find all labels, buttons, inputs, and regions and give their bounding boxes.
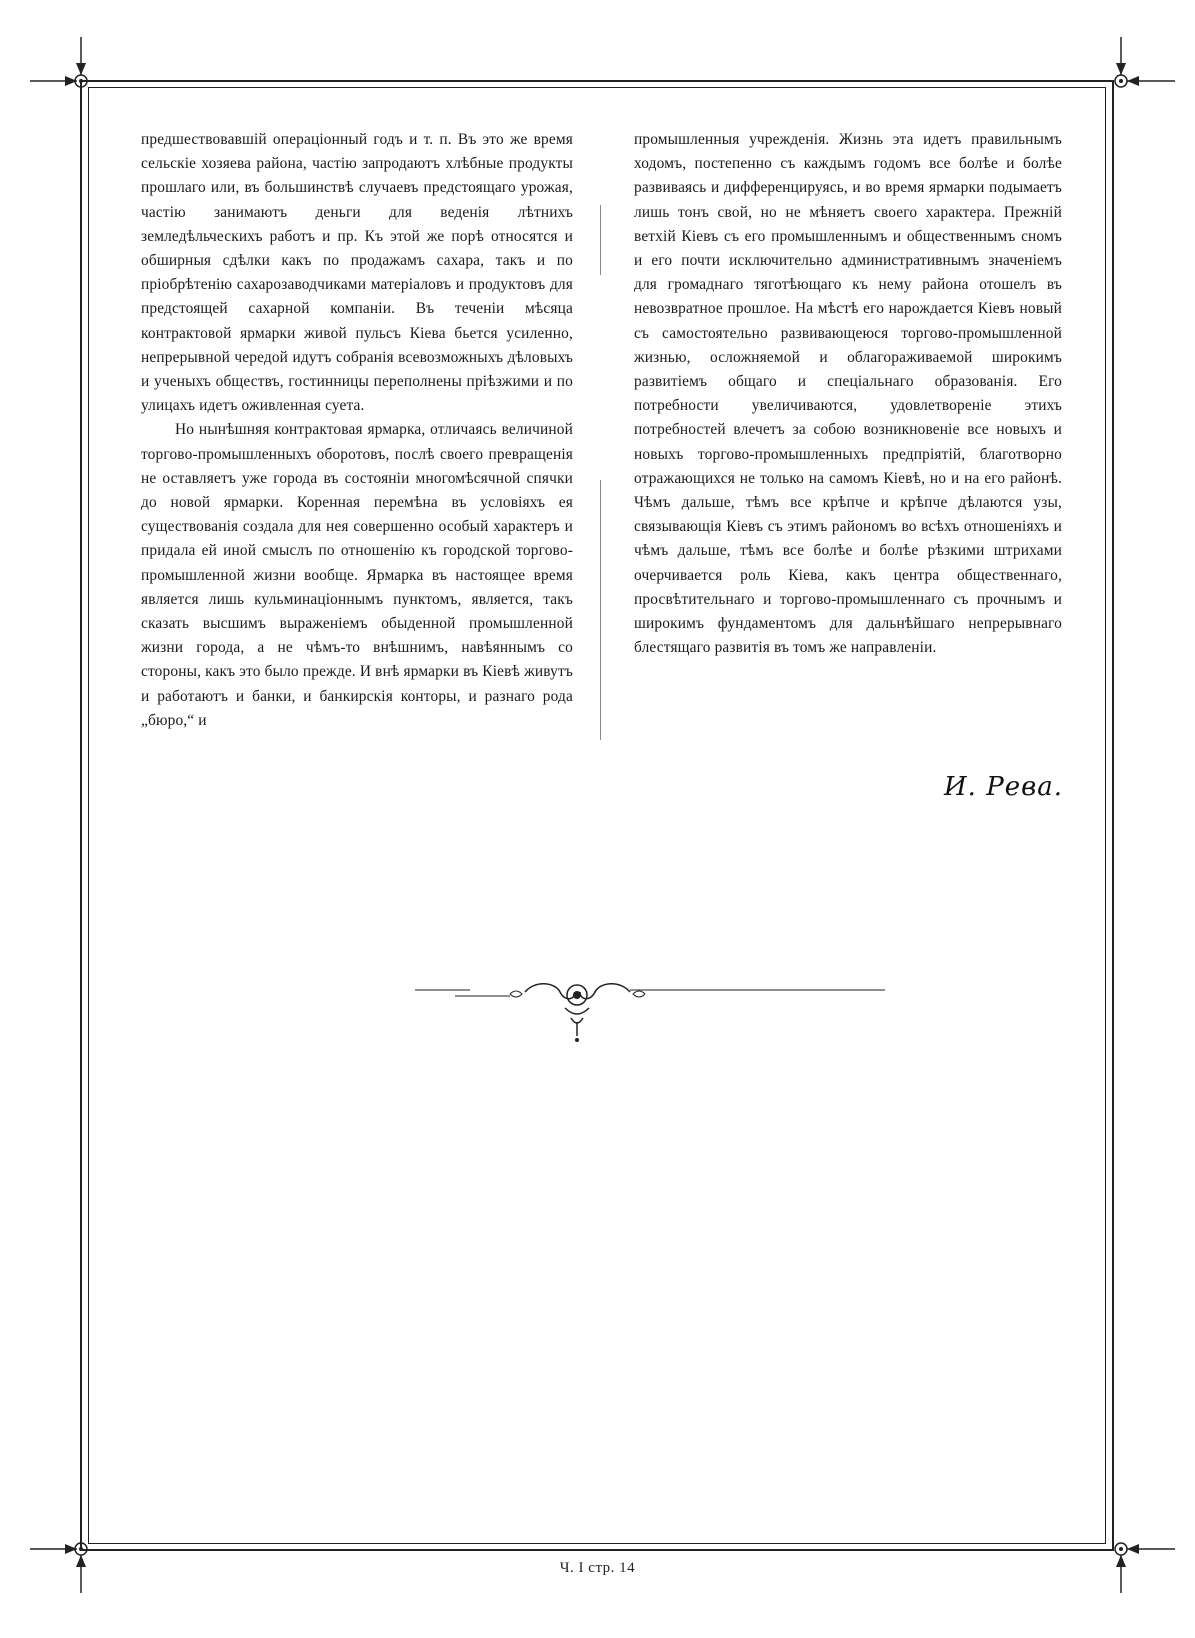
page-number-footer: Ч. I стр. 14 (559, 1560, 636, 1576)
author-signature: И. Рева. (944, 772, 1063, 802)
frame-inner-top (88, 87, 1106, 88)
text-column-left (141, 128, 573, 733)
frame-inner-bottom (88, 1543, 1106, 1544)
column-separator-mark (600, 480, 601, 740)
frame-outer-right (1112, 80, 1114, 1551)
flourish-ornament (415, 970, 885, 1060)
frame-outer-top (80, 80, 1114, 82)
frame-outer-bottom (80, 1549, 1114, 1551)
frame-inner-left (88, 87, 89, 1544)
corner-ornament-bottom-left (25, 1505, 145, 1595)
frame-outer-left (80, 80, 82, 1551)
column-separator-mark (600, 205, 601, 275)
paragraph: предшествовавшій операціонный годъ и т. п. Въ это же время сельскіе хозяева района, частію запродаютъ хлѣбные продукты прошлаго или, въ большинствѣ случаевъ предстоящаго урожая, частію занимаютъ деньги для веденія лѣтнихъ земледѣльческихъ работъ и пр. Къ этой же порѣ относятся и обширныя сдѣлки какъ по продажамъ сахара, такъ и по пріобрѣтенію сахарозаводчиками матеріаловъ и продуктовъ для предстоящей сахарной компаніи. Въ теченіи мѣсяца контрактовой ярмарки живой пульсъ Кіева бьется усиленно, непрерывной чередой идутъ собранія всевозможныхъ дѣловыхъ и ученыхъ обществъ, гостинницы переполнены пріѣзжими и по улицахъ идетъ оживленная суета. (141, 131, 573, 415)
corner-ornament-top-left (25, 35, 145, 125)
text-column-right (634, 128, 1062, 660)
paragraph: Но нынѣшняя контрактовая ярмарка, отличаясь величиной торгово-промышленныхъ оборотовъ, послѣ своего превращенія не оставляетъ уже города въ состояніи многомѣсячной спячки до новой ярмарки. Коренная перемѣна въ условіяхъ ея существованія создала для нея совершенно особый характеръ и придала ей иной смыслъ по отношенію къ городской торгово-промышленной жизни вообще. Ярмарка въ настоящее время является лишь кульминаціоннымъ пунктомъ, является, такъ сказать высшимъ выраженіемъ обыденной промышленной жизни города, а не чѣмъ-то внѣшнимъ, навѣяннымъ со стороны, какъ это было прежде. И внѣ ярмарки въ Кіевѣ живутъ и работаютъ и банки, и банкирскія конторы, и разнаго рода „бюро,“ и (141, 421, 573, 729)
corner-ornament-bottom-right (1063, 1505, 1183, 1595)
corner-ornament-top-right (1063, 35, 1183, 125)
frame-inner-right (1105, 87, 1106, 1544)
paragraph: промышленныя учрежденія. Жизнь эта идетъ правильнымъ ходомъ, постепенно съ каждымъ годомъ все болѣе и болѣе развиваясь и дифференцируясь, и во время ярмарки подымаетъ лишь тонъ свой, но не мѣняетъ своего характера. Прежній ветхій Кіевъ съ его промышленнымъ и общественнымъ сномъ и его почти исключительно административнымъ значеніемъ для громаднаго тяготѣющаго къ нему района отошелъ въ невозвратное прошлое. На мѣстѣ его нарождается Кіевъ новый съ самостоятельно развивающеюся торгово-промышленной жизнью, осложняемой и облагораживаемой широкимъ развитіемъ общаго и спеціальнаго образованія. Его потребности увеличиваются, удовлетвореніе этихъ потребностей влечетъ за собою возникновеніе все новыхъ и новыхъ торгово-промышленныхъ предпріятій, благотворно отражающихся не только на самомъ Кіевѣ, но и на его районѣ. Чѣмъ дальше, тѣмъ все крѣпче и крѣпче дѣлаются узы, связывающія Кіевъ съ этимъ райономъ во всѣхъ отношеніяхъ и чѣмъ дальше, тѣмъ все болѣе и болѣе рѣзкими штрихами очерчивается роль Кіева, какъ центра общественнаго, просвѣтительнаго и торгово-промышленнаго съ прочнымъ и широкимъ фундаментомъ для дальнѣйшаго непрерывнаго блестящаго развитія въ томъ же направленіи. (634, 131, 1062, 657)
